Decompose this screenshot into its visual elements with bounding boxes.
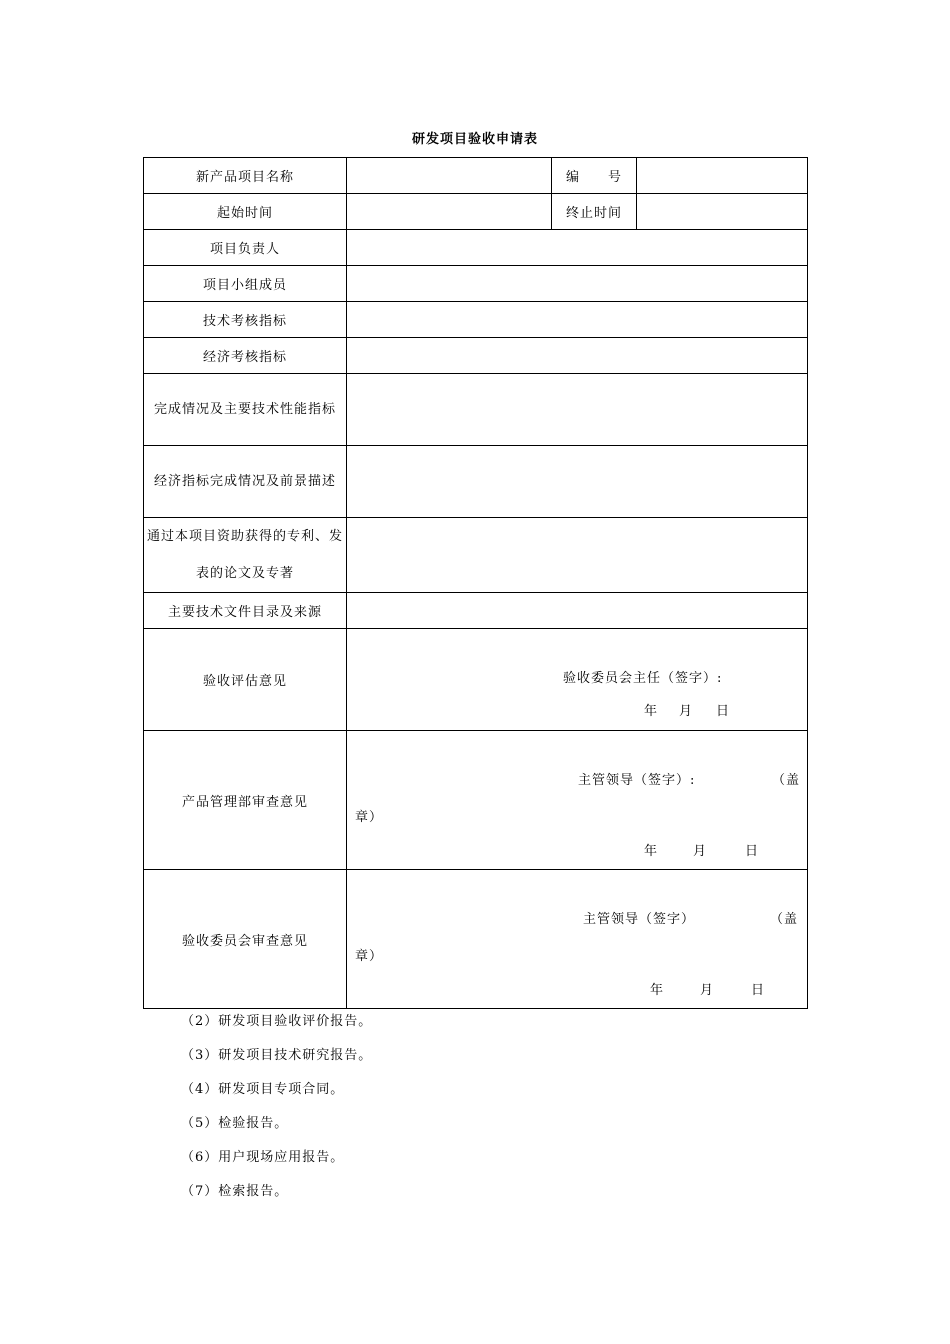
note-item: （2）研发项目验收评价报告。 xyxy=(181,1014,373,1029)
start-time-label: 起始时间 xyxy=(144,194,347,230)
documents-field[interactable] xyxy=(347,593,808,629)
committee-field[interactable] xyxy=(347,870,808,1009)
tech-index-field[interactable] xyxy=(347,302,808,338)
completion-field[interactable] xyxy=(347,374,808,446)
evaluation-label: 验收评估意见 xyxy=(144,629,347,731)
patents-label: 通过本项目资助获得的专利、发表的论文及专著 xyxy=(144,518,347,593)
evaluation-sign-label: 验收委员会主任（签字）: xyxy=(563,671,723,686)
patents-field[interactable] xyxy=(347,518,808,593)
product-dept-month: 月 xyxy=(693,844,708,859)
note-item: （5）检验报告。 xyxy=(181,1116,289,1131)
committee-year: 年 xyxy=(650,983,665,998)
leader-label: 项目负责人 xyxy=(144,230,347,266)
evaluation-day: 日 xyxy=(716,704,731,719)
members-label: 项目小组成员 xyxy=(144,266,347,302)
start-time-field[interactable] xyxy=(347,194,552,230)
project-name-label: 新产品项目名称 xyxy=(144,158,347,194)
tech-index-label: 技术考核指标 xyxy=(144,302,347,338)
evaluation-month: 月 xyxy=(679,704,694,719)
note-item: （4）研发项目专项合同。 xyxy=(181,1082,345,1097)
econ-completion-field[interactable] xyxy=(347,446,808,518)
evaluation-year: 年 xyxy=(644,704,659,719)
product-dept-sign-label: 主管领导（签字）: xyxy=(578,773,696,788)
end-time-label: 终止时间 xyxy=(552,194,637,230)
committee-day: 日 xyxy=(751,983,766,998)
product-dept-day: 日 xyxy=(745,844,760,859)
econ-completion-label: 经济指标完成情况及前景描述 xyxy=(144,446,347,518)
note-item: （7）检索报告。 xyxy=(181,1184,289,1199)
committee-seal-close: 章） xyxy=(355,949,384,964)
acceptance-form-table xyxy=(143,157,808,1009)
attachment-notes xyxy=(181,1010,372,1214)
form-title: 研发项目验收申请表 xyxy=(411,132,538,147)
project-name-field[interactable] xyxy=(347,158,552,194)
note-item: （3）研发项目技术研究报告。 xyxy=(181,1048,373,1063)
committee-seal-open: （盖 xyxy=(770,912,799,927)
product-dept-seal-open: （盖 xyxy=(772,773,801,788)
committee-sign-label: 主管领导（签字） xyxy=(583,912,696,927)
committee-label: 验收委员会审查意见 xyxy=(144,870,347,1009)
product-dept-seal-close: 章） xyxy=(355,810,384,825)
end-time-field[interactable] xyxy=(637,194,808,230)
product-dept-field[interactable] xyxy=(347,731,808,870)
econ-index-field[interactable] xyxy=(347,338,808,374)
members-field[interactable] xyxy=(347,266,808,302)
evaluation-field[interactable] xyxy=(347,629,808,731)
committee-month: 月 xyxy=(700,983,715,998)
product-dept-year: 年 xyxy=(644,844,659,859)
documents-label: 主要技术文件目录及来源 xyxy=(144,593,347,629)
leader-field[interactable] xyxy=(347,230,808,266)
number-field[interactable] xyxy=(637,158,808,194)
econ-index-label: 经济考核指标 xyxy=(144,338,347,374)
completion-label: 完成情况及主要技术性能指标 xyxy=(144,374,347,446)
note-item: （6）用户现场应用报告。 xyxy=(181,1150,345,1165)
product-dept-label: 产品管理部审查意见 xyxy=(144,731,347,870)
number-label: 编 号 xyxy=(552,158,637,194)
